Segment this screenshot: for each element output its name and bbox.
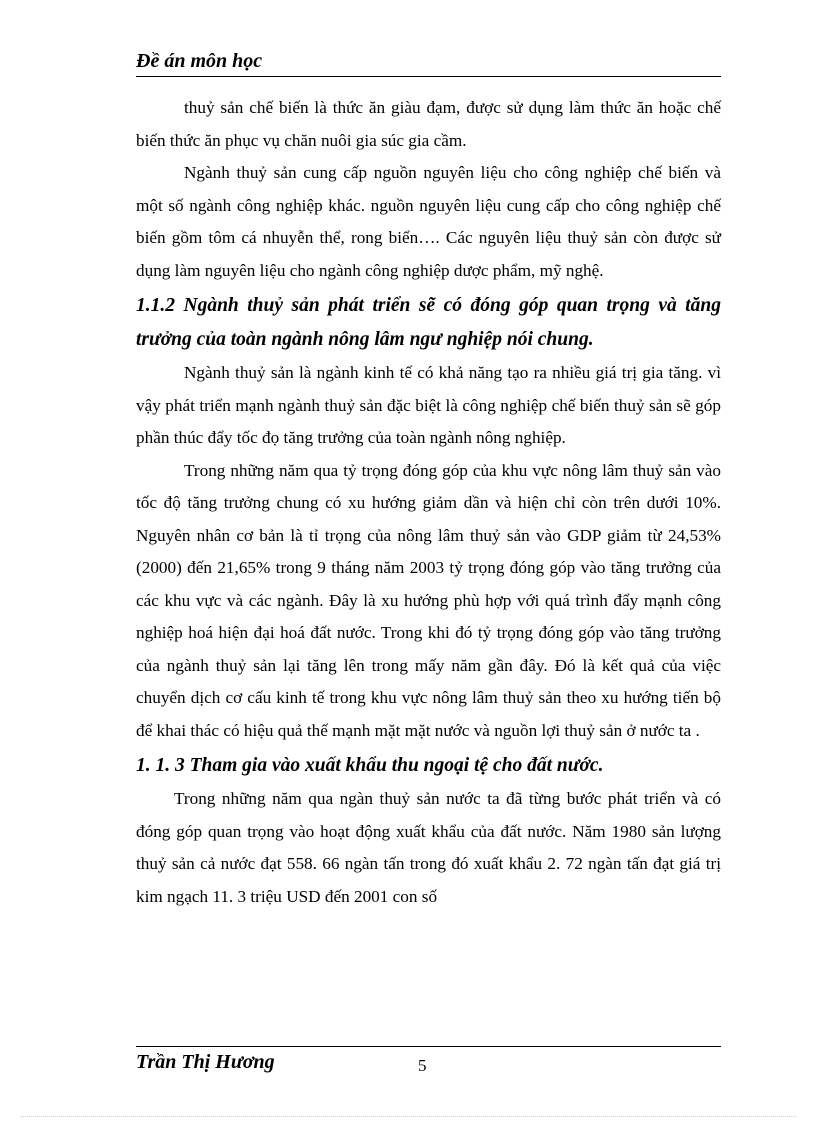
paragraph-3: Ngành thuỷ sản là ngành kinh tế có khả năng tạo ra nhiều giá trị gia tăng. vì vậy phát triển mạnh ngành thuỷ sản đặc biệt là công nghiệp chế biến thuỷ sản sẽ góp phần thúc đẩy tốc đọ tăng trưởng của toàn ngành nông nghiệp. [136,363,721,447]
footer-author: Trần Thị Hương [136,1051,275,1073]
paragraph-1: thuỷ sản chế biến là thức ăn giàu đạm, được sử dụng làm thức ăn hoặc chế biến thức ăn phục vụ chăn nuôi gia súc gia cầm. [136,98,721,150]
section-heading-1-1-3: 1. 1. 3 Tham gia vào xuất khẩu thu ngoại tệ cho đất nước. [136,755,604,776]
header-title: Đề án môn học [136,50,263,72]
paragraph-5: Trong những năm qua ngàn thuỷ sản nước ta đã từng bước phát triển và có đóng góp quan trọng vào hoạt động xuất khẩu của đất nước. Năm 1980 sản lượng thuỷ sản cả nước đạt 558. 66 ngàn tấn trong đó xuất khẩu 2. 72 ngàn tấn đạt giá trị kim ngạch 11. 3 triệu USD đến 2001 con số [136,789,721,906]
page-number: 5 [418,1056,427,1075]
paragraph-2: Ngành thuỷ sản cung cấp nguồn nguyên liệu cho công nghiệp chế biến và một số ngành công nghiệp khác. nguồn nguyên liệu cung cấp cho công nghiệp chế biến gồm tôm cá nhuyễn thể, rong biển…. Các nguyên liệu thuỷ sản còn được sử dụng làm nguyên liệu cho ngành công nghiệp dược phẩm, mỹ nghệ. [136,163,721,280]
paragraph-4: Trong những năm qua tỷ trọng đóng góp của khu vực nông lâm thuỷ sản vào tốc độ tăng trưởng chung có xu hướng giảm dần và hiện chỉ còn trên dưới 10%. Nguyên nhân cơ bản là tỉ trọng của nông lâm thuỷ sản vào GDP giảm từ 24,53%(2000) đến 21,65% trong 9 tháng năm 2003 tỷ trọng đóng góp vào tăng trưởng của các khu vực và các ngành. Đây là xu hướng phù hợp với quá trình đẩy mạnh công nghiệp hoá hiện đại hoá đất nước. Trong khi đó tỷ trọng đóng góp vào tăng trưởng của ngành thuỷ sản lại tăng lên trong mấy năm gần đây. Đó là kết quả của việc chuyển dịch cơ cấu kinh tế trong khu vực nông lâm thuỷ sản theo xu hướng tiến bộ để khai thác có hiệu quả thế mạnh mặt mặt nước và nguồn lợi thuỷ sản ở nước ta . [136,460,721,740]
section-heading-1-1-2: 1.1.2 Ngành thuỷ sản phát triển sẽ có đóng góp quan trọng và tăng trưởng của toàn ngành nông lâm ngư nghiệp nói chung. [136,295,721,350]
document-body [136,92,721,913]
footer-divider [136,1046,721,1047]
page-bottom-border [20,1116,796,1117]
page-header [136,46,721,77]
